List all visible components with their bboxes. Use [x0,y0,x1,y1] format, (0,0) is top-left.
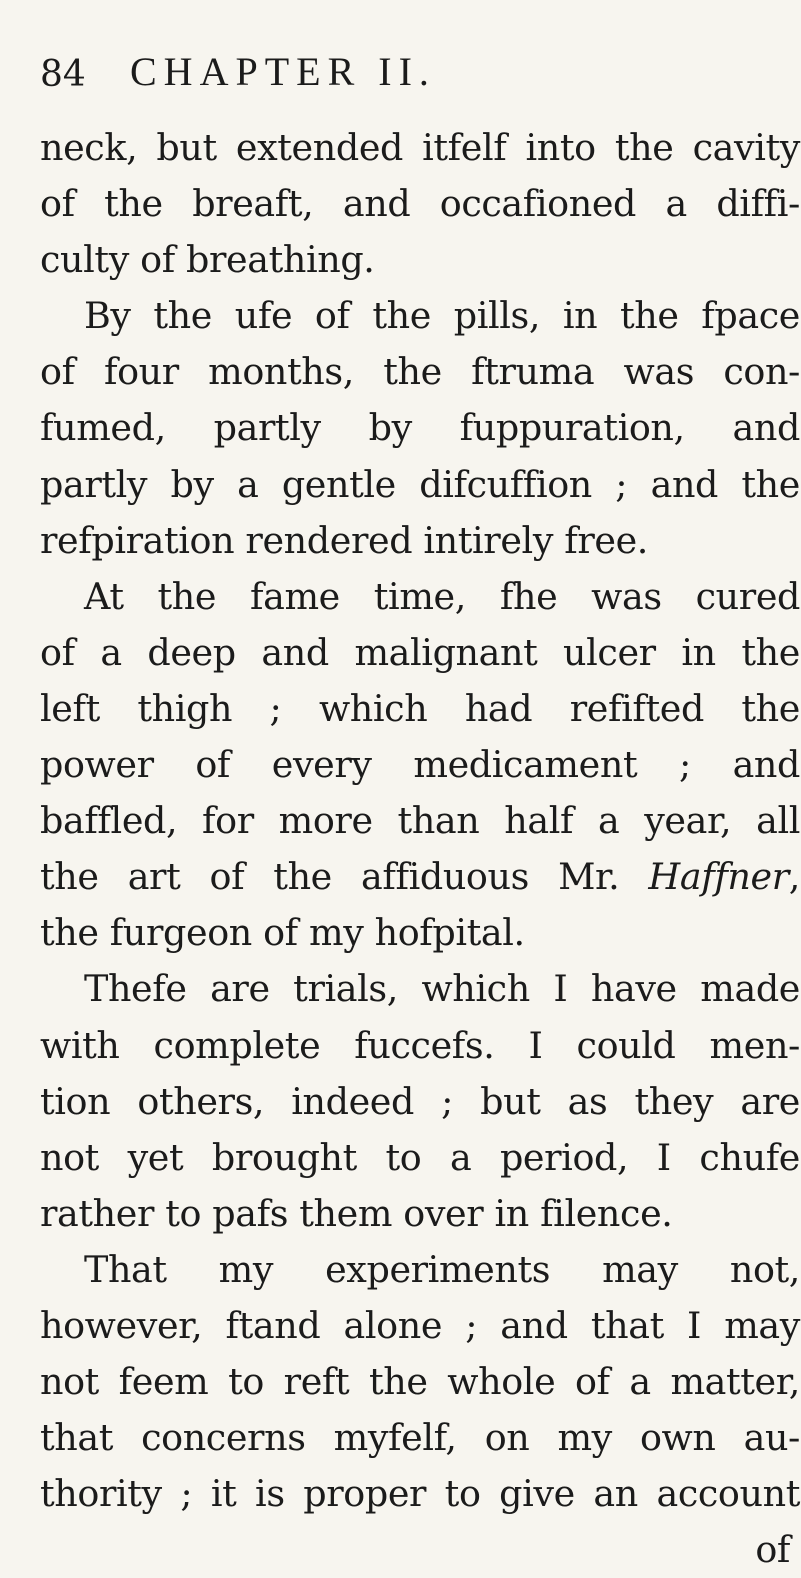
text-line: however, ftand alone ; and that I may [40,1303,800,1347]
text-line [40,849,800,905]
text-line: Thefe are trials, which I have made [84,967,800,1011]
text-line: with complete fuccefs. I could men- [40,1023,800,1067]
surgeon-name: Haffner [648,855,789,899]
text-line: the furgeon of my hofpital. [40,911,525,955]
text-line: not yet brought to a period, I chufe [40,1135,800,1179]
text-line: of a deep and malignant ulcer in the [40,630,800,674]
text-line: not feem to reft the whole of a matter, [40,1360,800,1404]
text-line: left thigh ; which had refifted the [40,686,800,730]
text-line: baffled, for more than half a year, all [40,799,800,843]
page-number: 84 [40,54,86,95]
text-line: culty of breathing. [40,238,375,282]
text-line: At the fame time, fhe was cured [84,574,800,618]
text-line: that concerns myfelf, on my own au- [40,1416,800,1460]
text-line: of the breaft, and occafioned a diffi- [40,182,800,226]
text-line: partly by a gentle difcuffion ; and the [40,462,800,506]
text-line: refpiration rendered intirely free. [40,518,648,562]
text-line: fumed, partly by fuppuration, and [40,406,800,450]
text-line: thority ; it is proper to give an account [40,1472,800,1516]
text-line: By the ufe of the pills, in the fpace [84,294,800,338]
text-line: tion others, indeed ; but as they are [40,1079,800,1123]
body-text [40,120,800,1578]
chapter-heading: CHAPTER II. [130,49,436,94]
text-segment: , [788,855,800,899]
text-line: of four months, the ftruma was con- [40,350,800,394]
text-segment: the art of the affiduous Mr. [40,855,649,899]
text-line: neck, but extended itfelf into the cavity [40,126,800,169]
page-header [40,48,780,98]
text-line: power of every medicament ; and [40,743,800,787]
text-line: rather to pafs them over in filence. [40,1191,673,1235]
catchword: of [755,1528,790,1572]
text-line: That my experiments may not, [84,1247,800,1291]
